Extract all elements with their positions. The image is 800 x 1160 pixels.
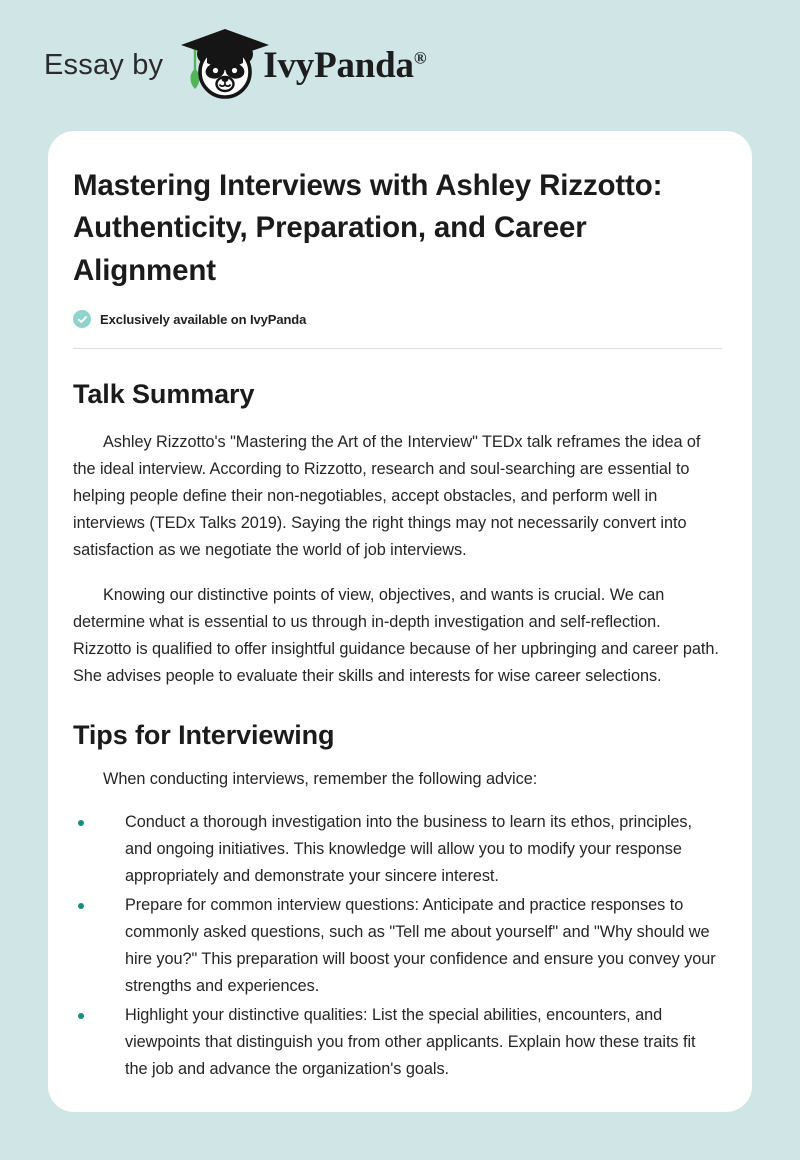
section-heading-talk-summary: Talk Summary [73, 379, 255, 410]
panda-graduation-cap-logo-icon [177, 31, 277, 101]
bullet-dot-icon [78, 1013, 84, 1019]
ivypanda-brand-lockup[interactable] [177, 31, 426, 101]
essay-title: Mastering Interviews with Ashley Rizzotto: Authenticity, Preparation, and Career Alignment [73, 169, 663, 287]
brand-name-label: IvyPanda® [263, 45, 427, 86]
header-divider [73, 348, 722, 349]
essay-card [48, 131, 752, 1112]
list-item-text: Conduct a thorough investigation into the business to learn its ethos, principles, and ongoing initiatives. This knowledge will allow you to modify your response appropriately and demonstrate your sincere interest. [125, 812, 692, 885]
exclusive-availability-badge [73, 310, 722, 328]
section-heading-tips-for-interviewing: Tips for Interviewing [73, 720, 335, 751]
essay-by-label: Essay by [44, 49, 164, 81]
card-content [73, 165, 722, 1083]
bullet-dot-icon [78, 903, 84, 909]
bullet-dot-icon [78, 820, 84, 826]
list-item [73, 892, 721, 1000]
list-item [73, 809, 721, 890]
page-header [0, 0, 800, 131]
list-item-text: Prepare for common interview questions: Anticipate and practice responses to commonly asked questions, such as "Tell me about yourself" and "Why should we hire you?" This preparation will boost your confidence and ensure you convey your strengths and experiences. [125, 895, 716, 995]
talk-summary-paragraph-2: Knowing our distinctive points of view, objectives, and wants is crucial. We can determine what is essential to us through in-depth investigation and self-reflection. Rizzotto is qualified to offer insightful guidance because of her upbringing and career path. She advises people to evaluate their skills and interests for wise career selections. [73, 586, 719, 686]
list-item-text: Highlight your distinctive qualities: List the special abilities, encounters, and viewpoints that distinguish you from other applicants. Explain how these traits fit the job and advance the organization's goals. [125, 1005, 696, 1079]
registered-trademark-icon: ® [413, 48, 427, 68]
tips-list [73, 809, 721, 1083]
talk-summary-paragraph-1: Ashley Rizzotto's "Mastering the Art of the Interview" TEDx talk reframes the idea of the ideal interview. According to Rizzotto, research and soul-searching are essential to helping people define their non-negotiables, accept obstacles, and perform well in interviews (TEDx Talks 2019). Saying the right things may not necessarily convert into satisfaction as we negotiate the world of job interviews. [73, 432, 701, 559]
exclusive-availability-label: Exclusively available on IvyPanda [100, 311, 307, 327]
list-item [73, 1002, 721, 1083]
tips-intro-paragraph: When conducting interviews, remember the following advice: [103, 769, 538, 788]
check-circle-icon [73, 310, 91, 328]
